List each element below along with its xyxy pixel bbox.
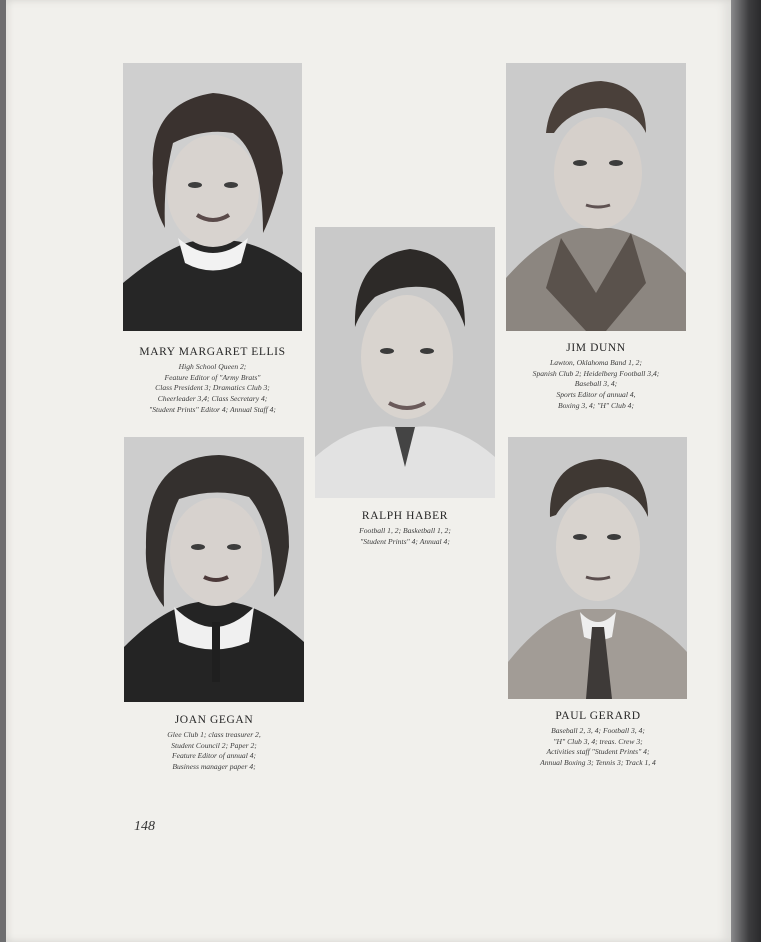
activity-line: "Student Prints" 4; Annual 4;	[360, 536, 450, 546]
activity-line: Feature Editor of annual 4;	[171, 751, 257, 761]
portrait-photo-haber	[315, 227, 495, 498]
activity-line: Sports Editor of annual 4,	[556, 390, 636, 400]
activity-line: "H" Club 3, 4; treas. Crew 3;	[553, 736, 643, 746]
activity-line: Baseball 3, 4;	[574, 379, 618, 389]
activity-line: Activities staff "Student Prints" 4;	[546, 747, 650, 757]
caption-haber	[305, 510, 505, 547]
activity-line: Boxing 3, 4; "H" Club 4;	[558, 400, 634, 410]
portrait-photo-gerard	[508, 437, 687, 699]
activity-line: Class President 3; Dramatics Club 3;	[155, 383, 270, 393]
student-name: RALPH HABER	[361, 510, 449, 522]
activity-line: Business manager paper 4;	[172, 762, 256, 772]
activity-line: Cheerleader 3,4; Class Secretary 4;	[157, 394, 268, 404]
caption-dunn	[495, 342, 697, 412]
portrait-photo-ellis	[123, 63, 302, 331]
student-name: PAUL GERARD	[555, 710, 641, 722]
student-name: MARY MARGARET ELLIS	[139, 346, 286, 358]
page-number: 148	[134, 819, 155, 834]
activity-line: Annual Boxing 3; Tennis 3; Track 1, 4	[540, 758, 656, 768]
portrait-photo-gegan	[124, 437, 304, 702]
caption-gegan	[114, 714, 314, 773]
activity-line: Football 1, 2; Basketball 1, 2;	[359, 526, 451, 535]
activity-line: Spanish Club 2; Heidelberg Football 3,4;	[532, 368, 660, 378]
caption-ellis	[112, 346, 313, 416]
activity-line: Lawton, Oklahoma Band 1, 2;	[550, 358, 642, 367]
activity-line: "Student Prints" Editor 4; Annual Staff 4;	[149, 404, 276, 414]
caption-gerard	[497, 710, 699, 769]
student-name: JIM DUNN	[566, 342, 626, 354]
student-name: JOAN GEGAN	[174, 714, 254, 726]
yearbook-page	[6, 0, 731, 942]
activity-line: Feature Editor of "Army Brats"	[164, 372, 261, 382]
activity-line: Student Council 2; Paper 2;	[171, 740, 257, 750]
book-spine-edge	[731, 0, 761, 942]
activity-line: Baseball 2, 3, 4; Football 3, 4;	[551, 726, 645, 735]
activity-line: High School Queen 2;	[178, 362, 247, 371]
activity-line: Glee Club 1; class treasurer 2,	[167, 730, 261, 739]
portrait-photo-dunn	[506, 63, 686, 331]
